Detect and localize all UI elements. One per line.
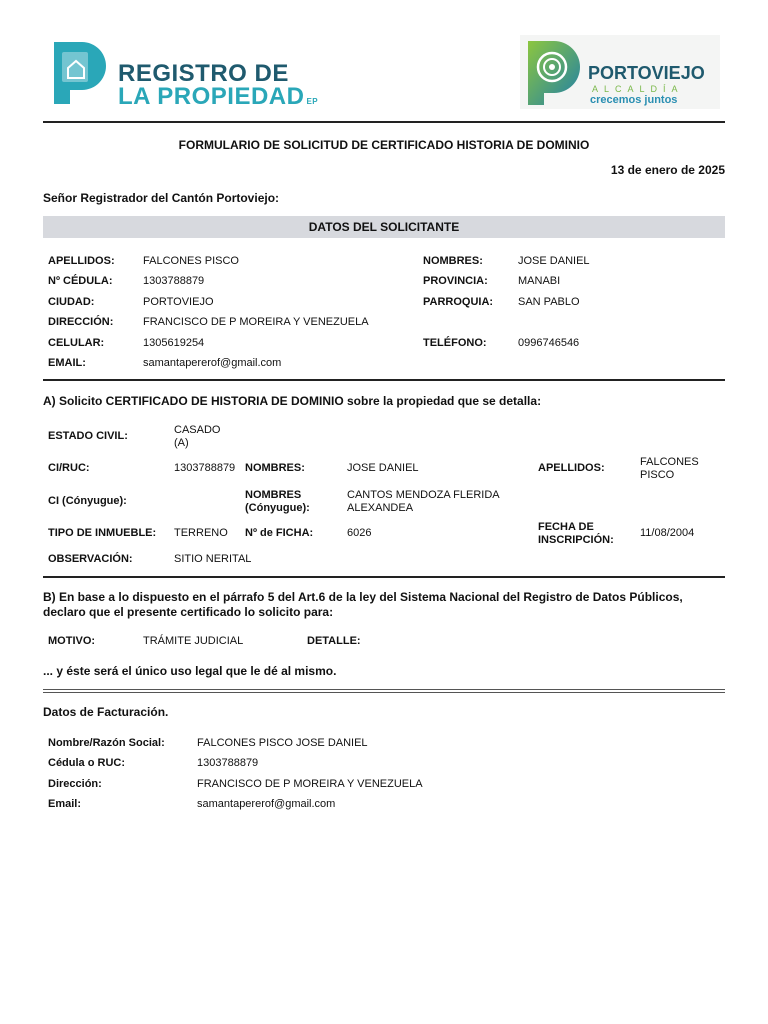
estado-civil-label: ESTADO CIVIL: [48,430,128,442]
closing-statement: ... y éste será el único uso legal que le dé al mismo. [43,664,337,678]
ciruc-value: 1303788879 [174,462,236,474]
telefono-label: TELÉFONO: [423,337,487,349]
ci-conyugue-label: CI (Cónyugue): [48,495,127,507]
motivo-label: MOTIVO: [48,635,96,647]
motivo-value: TRÁMITE JUDICIAL [143,635,244,647]
portoviejo-logo [520,35,720,109]
provincia-label: PROVINCIA: [423,275,488,287]
nombres-conyugue-label: NOMBRES (Cónyugue): [245,489,310,514]
portoviejo-alcaldia: ALCALDÍA [592,84,684,94]
ficha-label: Nº de FICHA: [245,527,314,539]
fact-nombre-value: FALCONES PISCO JOSE DANIEL [197,737,368,749]
form-title: FORMULARIO DE SOLICITUD DE CERTIFICADO HISTORIA DE DOMINIO [178,138,590,152]
fact-nombre-label: Nombre/Razón Social: [48,737,165,749]
email-value: samantapererof@gmail.com [143,357,282,369]
email-label: EMAIL: [48,357,86,369]
registro-logo-icon [48,38,110,108]
telefono-value: 0996746546 [518,337,580,349]
tipo-inmueble-value: TERRENO [174,527,228,539]
parroquia-value: SAN PABLO [518,296,580,308]
section-a-heading: A) Solicito CERTIFICADO DE HISTORIA DE DOMINIO sobre la propiedad que se detalla: [43,394,542,408]
fact-direccion-value: FRANCISCO DE P MOREIRA Y VENEZUELA [197,778,423,790]
solicitante-section-title: DATOS DEL SOLICITANTE [308,220,460,234]
section-b-divider [43,576,725,578]
fecha-inscripcion-label: FECHA DE INSCRIPCIÓN: [538,521,614,546]
observacion-value: SITIO NERITAL [174,553,252,565]
portoviejo-name: PORTOVIEJO [588,63,705,83]
fact-direccion-label: Dirección: [48,778,102,790]
direccion-label: DIRECCIÓN: [48,316,114,328]
a-nombres-label: NOMBRES: [245,462,305,474]
a-apellidos-value: FALCONES PISCO [640,456,699,481]
parroquia-label: PARROQUIA: [423,296,494,308]
apellidos-value: FALCONES PISCO [143,255,239,267]
a-nombres-value: JOSE DANIEL [347,462,419,474]
portoviejo-logo-icon [524,39,584,107]
portoviejo-tagline: crecemos juntos [590,94,678,106]
salutation: Señor Registrador del Cantón Portoviejo: [43,191,280,205]
apellidos-label: APELLIDOS: [48,255,115,267]
form-date: 13 de enero de 2025 [610,163,725,177]
ficha-value: 6026 [347,527,372,539]
solicitante-section-header [43,216,725,238]
fact-email-value: samantapererof@gmail.com [197,798,336,810]
facturacion-divider-top [43,689,725,690]
nombres-label: NOMBRES: [423,255,483,267]
celular-value: 1305619254 [143,337,205,349]
provincia-value: MANABI [518,275,561,287]
logo-ep-suffix: EP [306,97,319,106]
logo-text-line1: REGISTRO DE [118,60,289,87]
estado-civil-value: CASADO (A) [174,424,221,449]
fact-cedula-value: 1303788879 [197,757,259,769]
section-a-divider [43,379,725,381]
facturacion-heading: Datos de Facturación. [43,705,169,719]
detalle-label: DETALLE: [307,635,361,647]
ciudad-value: PORTOVIEJO [143,296,214,308]
facturacion-divider-bottom [43,692,725,693]
cedula-value: 1303788879 [143,275,205,287]
observacion-label: OBSERVACIÓN: [48,553,133,565]
direccion-value: FRANCISCO DE P MOREIRA Y VENEZUELA [143,316,369,328]
fecha-inscripcion-value: 11/08/2004 [640,527,695,539]
section-b-heading: B) En base a lo dispuesto en el párrafo 5 del Art.6 de la ley del Sistema Nacional del Registro de Datos Públicos, declaro que el presente certificado lo solicito para: [43,590,683,619]
nombres-conyugue-value: CANTOS MENDOZA FLERIDA ALEXANDEA [347,489,499,514]
fact-cedula-label: Cédula o RUC: [48,757,125,769]
ciruc-label: CI/RUC: [48,462,90,474]
celular-label: CELULAR: [48,337,105,349]
fact-email-label: Email: [48,798,82,810]
registro-propiedad-logo [48,38,318,110]
ciudad-label: CIUDAD: [48,296,95,308]
header-divider [43,121,725,123]
a-apellidos-label: APELLIDOS: [538,462,605,474]
cedula-label: Nº CÉDULA: [48,275,113,287]
nombres-value: JOSE DANIEL [518,255,590,267]
logo-text-line2: LA PROPIEDAD EP [118,83,319,110]
tipo-inmueble-label: TIPO DE INMUEBLE: [48,527,157,539]
